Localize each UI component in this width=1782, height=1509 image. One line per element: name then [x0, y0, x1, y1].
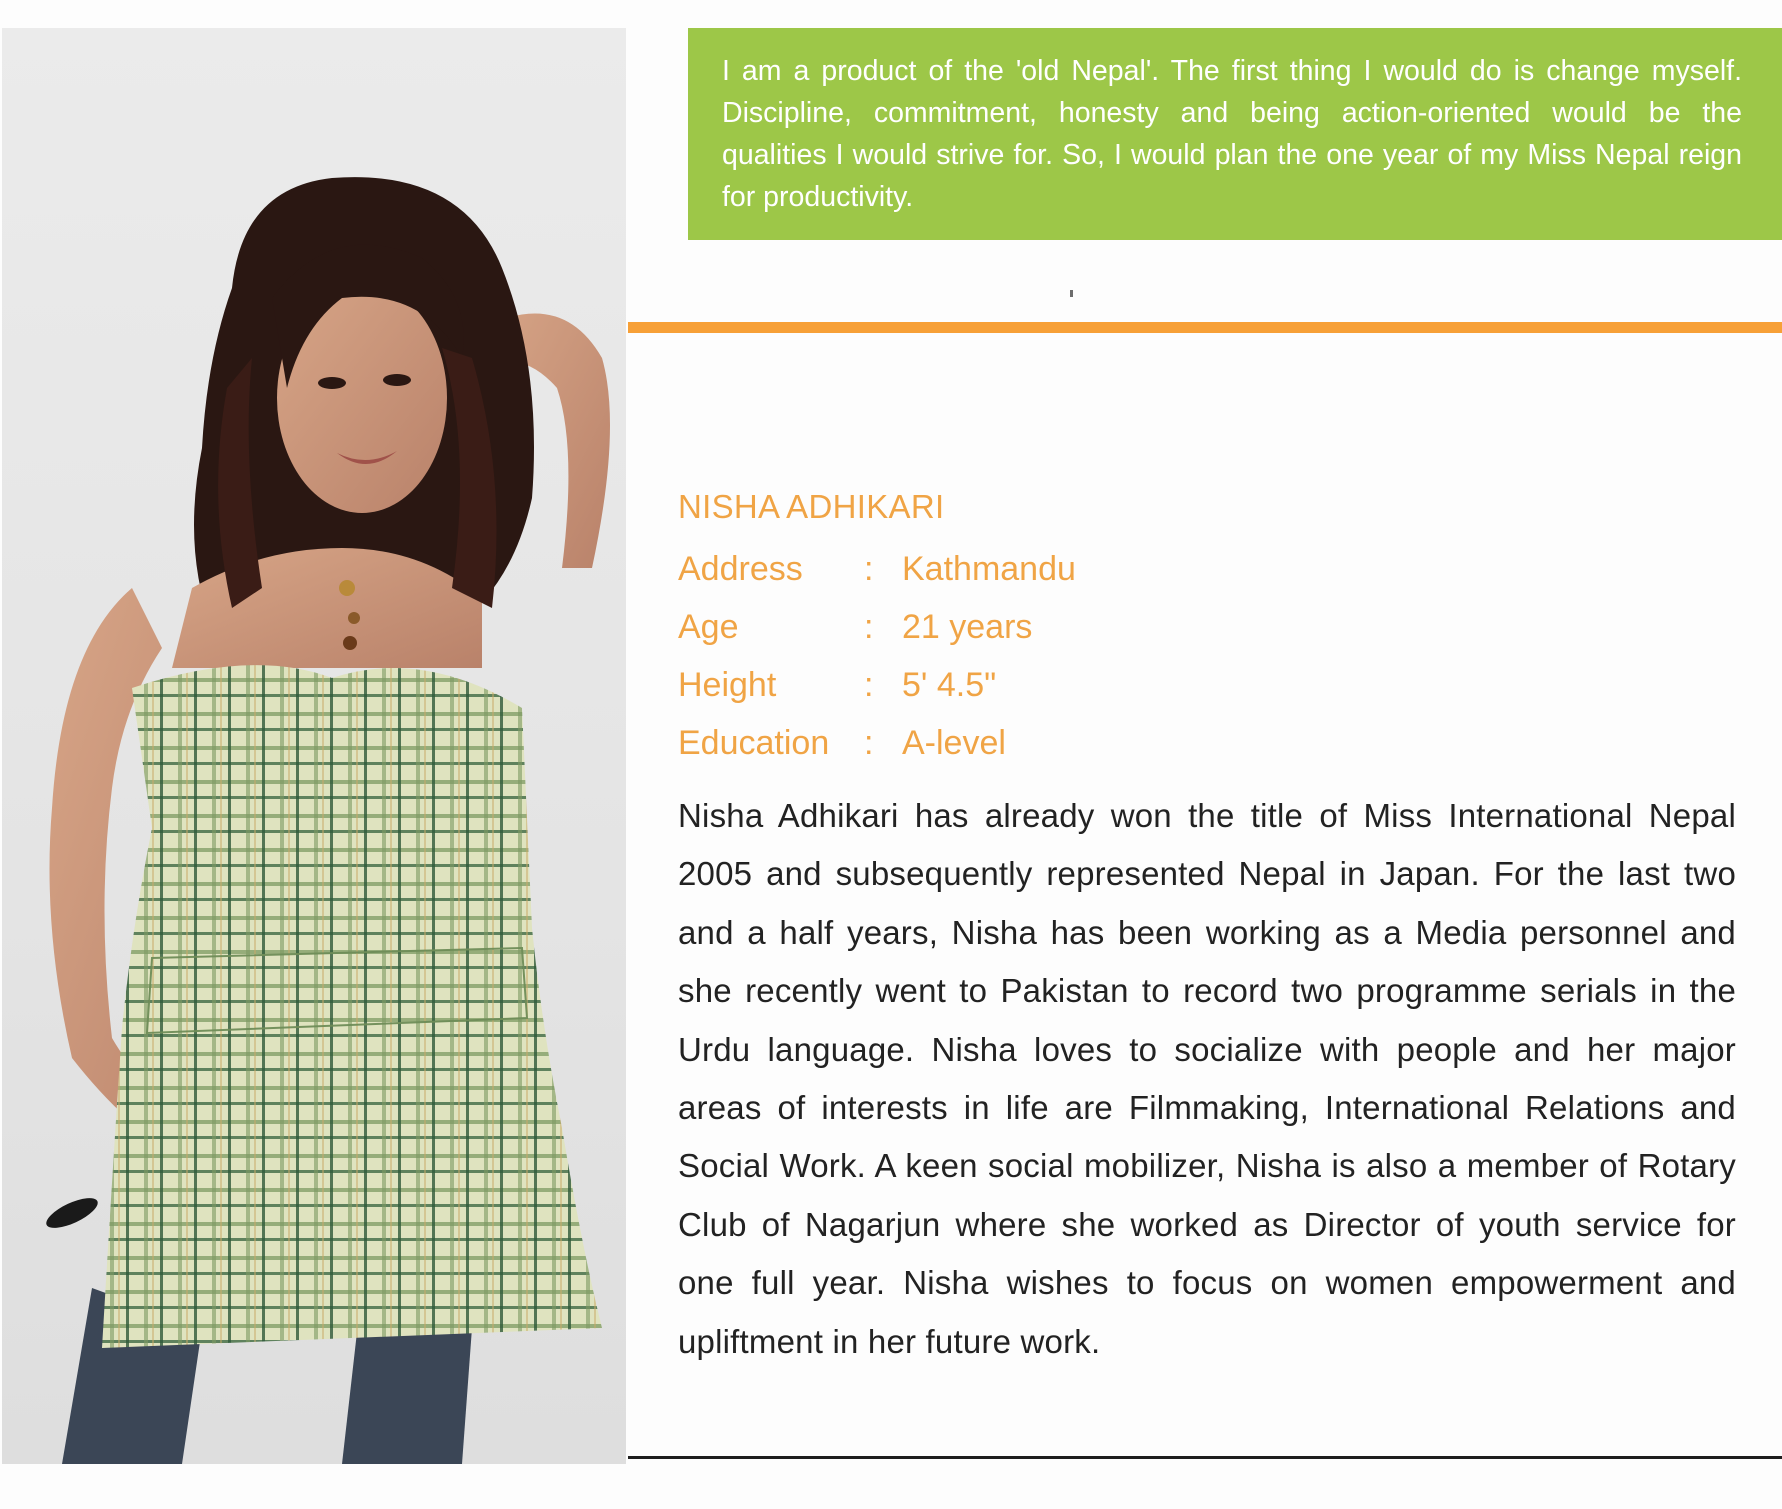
- detail-separator: :: [864, 724, 874, 762]
- biography-text: Nisha Adhikari has already won the title of Miss International Nepal 2005 and subsequently represented Nepal in Japan. For the last two and a half years, Nisha has been working as a Media personnel and she recently went to Pakistan to record two programme serials in the Urdu language. Nisha loves to socialize with people and her major areas of interests in life are Filmmaking, International Relations and Social Work. A keen social mobilizer, Nisha is also a member of Rotary Club of Nagarjun where she worked as Director of youth service for one full year. Nisha wishes to focus on women empowerment and upliftment in her future work.: [678, 797, 1736, 1360]
- detail-value: 5' 4.5": [902, 666, 997, 704]
- detail-separator: :: [864, 550, 874, 588]
- detail-value: A-level: [902, 724, 1006, 762]
- detail-label: Age: [678, 608, 739, 646]
- detail-label: Education: [678, 724, 830, 762]
- contestant-name: NISHA ADHIKARI: [678, 488, 945, 525]
- pull-quote-box: [688, 28, 1782, 240]
- pull-quote-text: I am a product of the 'old Nepal'. The first thing I would do is change myself. Discipline, commitment, honesty and being action-oriented would be the qualities I would strive for. So, I would plan the one year of my Miss Nepal reign for productivity.: [722, 55, 1742, 213]
- detail-value: 21 years: [902, 608, 1033, 646]
- portrait-photo: [2, 28, 626, 1464]
- detail-value: Kathmandu: [902, 550, 1076, 588]
- detail-label: Height: [678, 666, 777, 704]
- detail-separator: :: [864, 666, 874, 704]
- detail-row-address: [678, 540, 1378, 598]
- detail-label: Address: [678, 550, 803, 588]
- detail-row-age: [678, 598, 1378, 656]
- detail-row-education: [678, 714, 1378, 772]
- bottom-divider: [628, 1456, 1782, 1459]
- detail-separator: :: [864, 608, 874, 646]
- orange-divider: [628, 322, 1782, 333]
- details-list: [678, 540, 1378, 772]
- print-speck: [1070, 290, 1073, 297]
- detail-row-height: [678, 656, 1378, 714]
